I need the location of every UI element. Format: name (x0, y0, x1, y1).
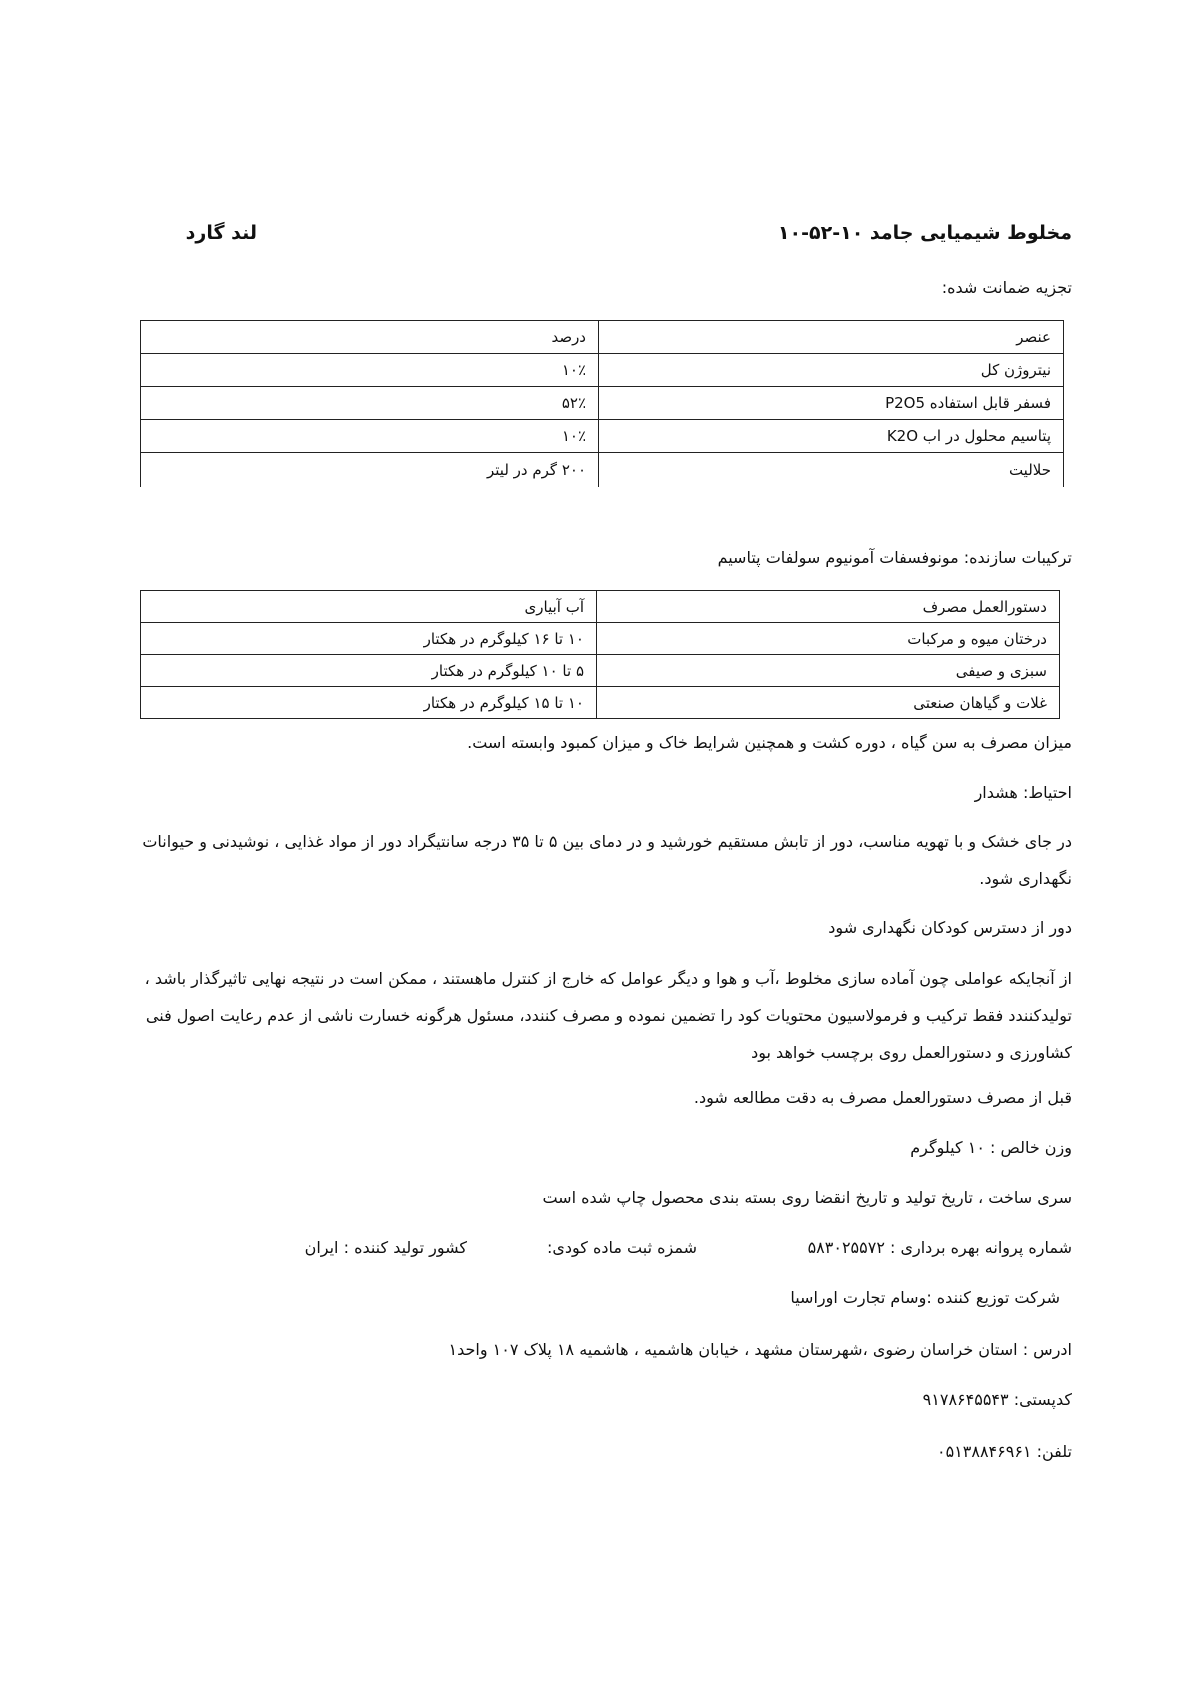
product-title: مخلوط شیمیایی جامد ۱۰-۵۲-۱۰ (777, 222, 1072, 244)
address-line: ادرس : استان خراسان رضوی ،شهرستان مشهد ، خیابان هاشمیه ، هاشمیه ۱۸ پلاک ۱۰۷ واحد۱ (448, 1340, 1072, 1359)
net-weight: وزن خالص : ۱۰ کیلوگرم (910, 1138, 1072, 1157)
table-row (141, 655, 1060, 687)
table-cell-rate: ۱۰ تا ۱۵ کیلوگرم در هکتار (141, 687, 597, 719)
table-cell-crop: درختان میوه و مرکبات (597, 623, 1060, 655)
table-row (141, 420, 1064, 453)
table-cell-element: پتاسیم محلول در اب K2O (599, 420, 1064, 453)
table-cell-element: عنصر (599, 321, 1064, 354)
producer-country: کشور تولید کننده : ایران (304, 1238, 467, 1257)
caution-heading: احتیاط: هشدار (974, 783, 1072, 802)
table-cell-value: ۱۰٪ (141, 420, 599, 453)
distributor-line: شرکت توزیع کننده :وسام تجارت اوراسیا (790, 1288, 1060, 1307)
disclaimer-paragraph: از آنجایکه عواملی چون آماده سازی مخلوط ،آب و هوا و دیگر عوامل که خارج از کنترل ماهستند ، ممکن است در نتیجه نهایی تاثیرگذار باشد ، تولیدکنندد فقط ترکیب و فرمولاسیون محتویات کود را تضمین نموده و مصرف کنندد، مسئول هرگونه خسارت ناشی از عدم رعایت اصول فنی کشاورزی و دستورالعمل روی برچسب خواهد بود (144, 969, 1072, 1062)
table-row (141, 591, 1060, 623)
table-cell-element: فسفر قابل استفاده P2O5 (599, 387, 1064, 420)
usage-note: میزان مصرف به سن گیاه ، دوره کشت و همچنین شرایط خاک و میزان کمبود وابسته است. (467, 733, 1072, 752)
children-warning: دور از دسترس کودکان نگهداری شود (828, 918, 1072, 937)
table-cell-value: درصد (141, 321, 599, 354)
table-cell-rate: ۱۰ تا ۱۶ کیلوگرم در هکتار (141, 623, 597, 655)
storage-paragraph: در جای خشک و با تهویه مناسب، دور از تابش مستقیم خورشید و در دمای بین ۵ تا ۳۵ درجه سانتیگراد دور از مواد غذایی ، نوشیدنی و حیوانات نگهداری شود. (142, 832, 1072, 888)
table-row (141, 453, 1064, 488)
registration-number: شمزه ثبت ماده کودی: (547, 1238, 697, 1257)
postal-code: کدپستی: ۹۱۷۸۶۴۵۵۴۳ (922, 1390, 1072, 1409)
series-note: سری ساخت ، تاریخ تولید و تاریخ انقضا روی بسته بندی محصول چاپ شده است (542, 1188, 1072, 1207)
table-cell-element: حلالیت (599, 453, 1064, 488)
ingredients-line: ترکیبات سازنده: مونوفسفات آمونیوم سولفات پتاسیم (717, 548, 1072, 567)
usage-instructions-table (140, 590, 1060, 719)
table-row (141, 321, 1064, 354)
table-cell-rate: ۵ تا ۱۰ کیلوگرم در هکتار (141, 655, 597, 687)
guaranteed-analysis-table (140, 320, 1064, 487)
table-cell-value: ۵۲٪ (141, 387, 599, 420)
table-cell-element: نیتروژن کل (599, 354, 1064, 387)
table-cell-rate: آب آبیاری (141, 591, 597, 623)
table-row (141, 687, 1060, 719)
table-cell-value: ۱۰٪ (141, 354, 599, 387)
read-instructions: قبل از مصرف دستورالعمل مصرف به دقت مطالعه شود. (693, 1088, 1072, 1107)
table-row (141, 623, 1060, 655)
table-row (141, 354, 1064, 387)
table-row (141, 387, 1064, 420)
brand-name: لند گارد (185, 222, 257, 244)
table-cell-value: ۲۰۰ گرم در لیتر (141, 453, 599, 488)
table-cell-crop: سبزی و صیفی (597, 655, 1060, 687)
table-cell-crop: دستورالعمل مصرف (597, 591, 1060, 623)
analysis-heading: تجزیه ضمانت شده: (941, 278, 1072, 297)
table-cell-crop: غلات و گیاهان صنعتی (597, 687, 1060, 719)
license-number: شماره پروانه بهره برداری : ۵۸۳۰۲۵۵۷۲ (807, 1238, 1072, 1257)
phone-number: تلفن: ۰۵۱۳۸۸۴۶۹۶۱ (936, 1442, 1072, 1461)
